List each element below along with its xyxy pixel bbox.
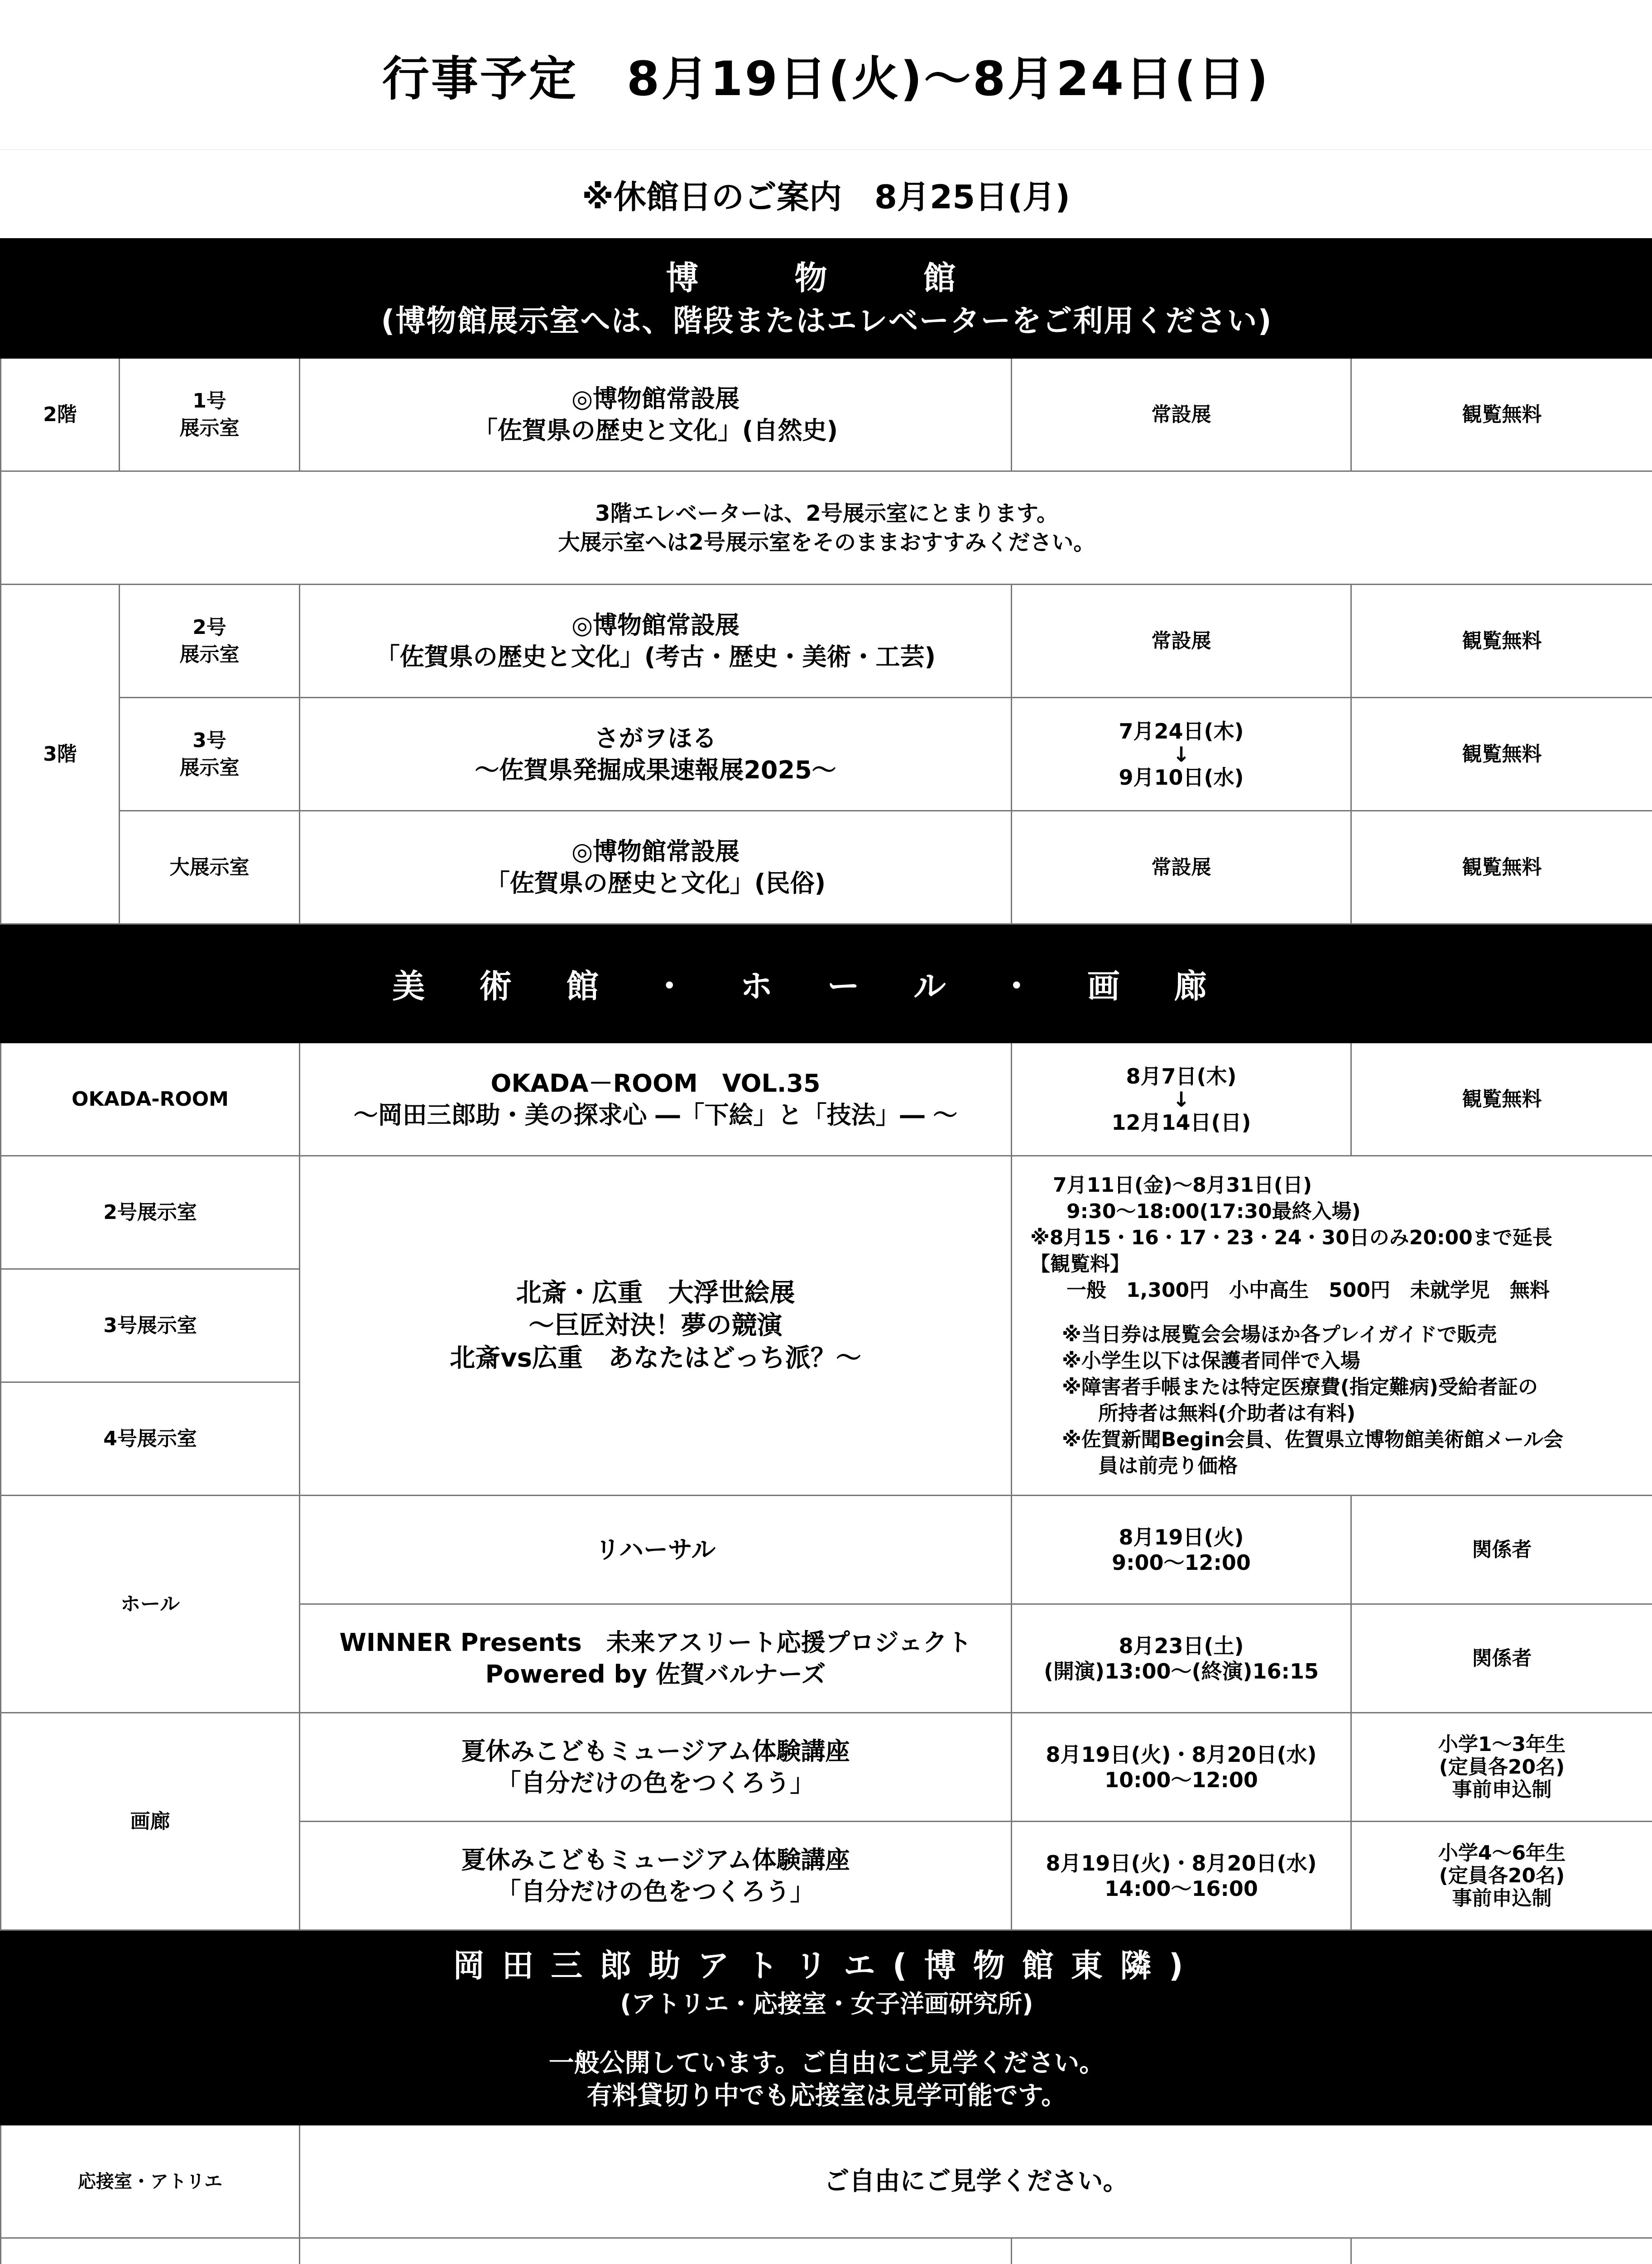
atelier-banner bbox=[1, 1930, 1652, 2125]
period-time: 9:00～12:00 bbox=[1112, 1550, 1251, 1575]
event-fee: 観覧無料 bbox=[1351, 698, 1652, 811]
fee-line: 事前申込制 bbox=[1452, 1886, 1552, 1910]
period-time: 10:00～12:00 bbox=[1105, 1767, 1258, 1792]
event-title bbox=[300, 2238, 1012, 2264]
elevator-note bbox=[1, 471, 1652, 585]
event-title bbox=[300, 1822, 1012, 1930]
info-line: 所持者は無料(介助者は有料) bbox=[1098, 1401, 1356, 1425]
period-time: 14:00～16:00 bbox=[1105, 1876, 1258, 1901]
event-title bbox=[300, 358, 1012, 471]
table-row bbox=[1, 1156, 1652, 1269]
info-line: 7月11日(金)～8月31日(日) bbox=[1053, 1173, 1312, 1197]
event-line: 「自分だけの色をつくろう」 bbox=[496, 1877, 815, 1906]
table-row bbox=[1, 358, 1652, 471]
event-line: 夏休みこどもミュージアム体験講座 bbox=[461, 1845, 850, 1874]
room-label: 4号展示室 bbox=[1, 1382, 300, 1496]
event-fee bbox=[1351, 1822, 1652, 1930]
event-line: ～巨匠対決！夢の競演 bbox=[528, 1310, 783, 1340]
info-line: ※障害者手帳または特定医療費(指定難病)受給者証の bbox=[1062, 1375, 1538, 1399]
room-type: 展示室 bbox=[179, 416, 240, 440]
room-label bbox=[120, 358, 300, 471]
table-row bbox=[1, 2238, 1652, 2264]
period-time: (開演)13:00～(終演)16:15 bbox=[1044, 1659, 1319, 1684]
event-line: 北斎・広重 大浮世絵展 bbox=[516, 1278, 795, 1308]
room-label: 3号展示室 bbox=[1, 1269, 300, 1382]
note-line: 大展示室へは2号展示室をそのままおすすみください。 bbox=[558, 529, 1095, 555]
room-label bbox=[120, 811, 300, 924]
exhibition-info bbox=[1012, 1156, 1652, 1496]
info-line: 9:30～18:00(17:30最終入場) bbox=[1066, 1199, 1361, 1223]
event-period: 常設展 bbox=[1012, 811, 1351, 924]
room-number: 1号 bbox=[192, 389, 226, 413]
event-period bbox=[1012, 1604, 1351, 1713]
event-line: 夏休みこどもミュージアム体験講座 bbox=[461, 1736, 850, 1765]
event-line: Powered by 佐賀バルナーズ bbox=[485, 1660, 826, 1688]
event-period: 常設展 bbox=[1012, 358, 1351, 471]
museum-banner-row bbox=[1, 239, 1652, 358]
event-period: 常設展 bbox=[1012, 585, 1351, 698]
down-arrow-icon: ↓ bbox=[1172, 742, 1190, 767]
period-date: 8月19日(火)・8月20日(水) bbox=[1046, 1851, 1317, 1875]
info-line: ※佐賀新聞Begin会員、佐賀県立博物館美術館メール会 bbox=[1062, 1428, 1564, 1451]
event-period bbox=[1012, 1822, 1351, 1930]
info-line: ※小学生以下は保護者同伴で入場 bbox=[1062, 1349, 1360, 1372]
event-period bbox=[1012, 698, 1351, 811]
event-fee: 観覧無料 bbox=[1351, 811, 1652, 924]
event-title bbox=[300, 1713, 1012, 1822]
floor-label: 2階 bbox=[1, 358, 120, 471]
fee-line: 小学4～6年生 bbox=[1438, 1841, 1566, 1865]
venue-label: ホール bbox=[1, 1496, 300, 1713]
table-row bbox=[1, 811, 1652, 924]
room-type: 展示室 bbox=[179, 756, 240, 779]
table-row bbox=[1, 698, 1652, 811]
table-row bbox=[1, 585, 1652, 698]
period-date: 8月19日(火)・8月20日(水) bbox=[1046, 1742, 1317, 1767]
venue-label: 画廊 bbox=[1, 1713, 300, 1930]
fee-line: 小学1～3年生 bbox=[1438, 1732, 1566, 1756]
event-fee: 観覧無料 bbox=[1351, 1043, 1652, 1156]
table-row bbox=[1, 1043, 1652, 1156]
room-label: 2号展示室 bbox=[1, 1156, 300, 1269]
fee-line: (定員各20名) bbox=[1439, 1864, 1565, 1887]
room-label bbox=[120, 585, 300, 698]
event-line: 北斎vs広重 あなたはどっち派？～ bbox=[450, 1343, 861, 1373]
page-title: 行事予定 8月19日(火)～8月24日(日) bbox=[382, 51, 1270, 106]
event-title bbox=[300, 1604, 1012, 1713]
venue-label: 応接室・アトリエ bbox=[1, 2125, 300, 2238]
atelier-banner-row bbox=[1, 1930, 1652, 2125]
art-banner-row bbox=[1, 924, 1652, 1043]
info-line: ※8月15・16・17・23・24・30日のみ20:00まで延長 bbox=[1030, 1226, 1552, 1249]
event-title bbox=[300, 1043, 1012, 1156]
event-fee: 関係者 bbox=[1351, 1496, 1652, 1604]
atelier-banner-note: 有料貸切り中でも応接室は見学可能です。 bbox=[586, 2081, 1067, 2111]
event-line: WINNER Presents 未来アスリート応援プロジェクト bbox=[339, 1628, 972, 1657]
closed-notice-bar bbox=[0, 150, 1652, 238]
period-date: 8月19日(火) bbox=[1119, 1525, 1244, 1549]
reception-text: ご自由にご見学ください。 bbox=[300, 2125, 1652, 2238]
info-line: 一般 1,300円 小中高生 500円 未就学児 無料 bbox=[1066, 1278, 1550, 1302]
event-line: ◎博物館常設展 bbox=[571, 384, 740, 413]
fee-line: (定員各20名) bbox=[1439, 1755, 1565, 1779]
atelier-banner-note: 一般公開しています。ご自由にご見学ください。 bbox=[548, 2048, 1105, 2078]
event-fee bbox=[1351, 1713, 1652, 1822]
event-fee: 観覧無料 bbox=[1351, 358, 1652, 471]
room-label bbox=[120, 698, 300, 811]
period-start: 8月7日(木) bbox=[1126, 1064, 1237, 1089]
event-line: OKADA－ROOM VOL.35 bbox=[490, 1069, 821, 1098]
note-line: 3階エレベーターは、2号展示室にとまります。 bbox=[595, 500, 1058, 526]
museum-banner-subtitle: (博物館展示室へは、階段またはエレベーターをご利用ください) bbox=[381, 303, 1273, 338]
art-banner-title: 美術館・ホール・画廊 bbox=[392, 967, 1261, 1005]
event-line: 「佐賀県の歴史と文化」(考古・歴史・美術・工芸) bbox=[375, 642, 936, 671]
elevator-note-row bbox=[1, 471, 1652, 585]
closed-day-notice: ※休館日のご案内 8月25日(月) bbox=[581, 177, 1071, 216]
table-row bbox=[1, 1713, 1652, 1822]
title-bar bbox=[0, 0, 1652, 150]
event-title bbox=[300, 585, 1012, 698]
info-line: 【観覧料】 bbox=[1030, 1252, 1130, 1276]
room-number: 3号 bbox=[192, 729, 226, 752]
table-row bbox=[1, 1496, 1652, 1604]
event-line: ◎博物館常設展 bbox=[571, 837, 740, 866]
event-line: ～岡田三郎助・美の探求心 ―「下絵」と「技法」― ～ bbox=[353, 1100, 958, 1129]
room-type: 展示室 bbox=[179, 643, 240, 666]
fee-line: 事前申込制 bbox=[1452, 1778, 1552, 1801]
period-start: 7月24日(木) bbox=[1119, 719, 1244, 743]
event-fee: 観覧無料 bbox=[1351, 585, 1652, 698]
event-period bbox=[1012, 1043, 1351, 1156]
period-end: 12月14日(日) bbox=[1111, 1110, 1251, 1135]
event-line: 「自分だけの色をつくろう」 bbox=[496, 1768, 815, 1797]
event-period bbox=[1012, 2238, 1351, 2264]
event-title bbox=[300, 698, 1012, 811]
art-banner bbox=[1, 924, 1652, 1043]
atelier-banner-title: 岡田三郎助アトリエ(博物館東隣) bbox=[453, 1947, 1201, 1984]
room-label: OKADA-ROOM bbox=[1, 1043, 300, 1156]
info-line: ※当日券は展覧会会場ほか各プレイガイドで販売 bbox=[1062, 1323, 1497, 1346]
room-type: 大展示室 bbox=[169, 855, 250, 879]
down-arrow-icon: ↓ bbox=[1172, 1087, 1190, 1112]
period-end: 9月10日(水) bbox=[1119, 765, 1244, 790]
info-line: 員は前売り価格 bbox=[1098, 1454, 1238, 1477]
atelier-banner-subtitle: (アトリエ・応接室・女子洋画研究所) bbox=[620, 1989, 1033, 2018]
event-title bbox=[300, 1496, 1012, 1604]
event-line: 「佐賀県の歴史と文化」(民俗) bbox=[485, 868, 826, 897]
schedule-table bbox=[0, 238, 1652, 2264]
period-date: 8月23日(土) bbox=[1119, 1633, 1244, 1658]
event-period bbox=[1012, 1713, 1351, 1822]
event-fee bbox=[1351, 2238, 1652, 2264]
museum-banner bbox=[1, 239, 1652, 358]
event-line: 「佐賀県の歴史と文化」(自然史) bbox=[473, 416, 838, 445]
event-title bbox=[300, 811, 1012, 924]
event-fee: 関係者 bbox=[1351, 1604, 1652, 1713]
museum-banner-title: 博 物 館 bbox=[666, 259, 988, 297]
event-line: ～佐賀県発掘成果速報展2025～ bbox=[475, 755, 836, 784]
event-line: ◎博物館常設展 bbox=[571, 610, 740, 639]
event-period bbox=[1012, 1496, 1351, 1604]
table-row bbox=[1, 2125, 1652, 2238]
venue-label bbox=[1, 2238, 300, 2264]
event-line: さがヲほる bbox=[594, 724, 717, 753]
event-title bbox=[300, 1156, 1012, 1496]
floor-label: 3階 bbox=[1, 585, 120, 924]
event-line: リハーサル bbox=[595, 1535, 716, 1564]
room-number: 2号 bbox=[192, 615, 226, 639]
